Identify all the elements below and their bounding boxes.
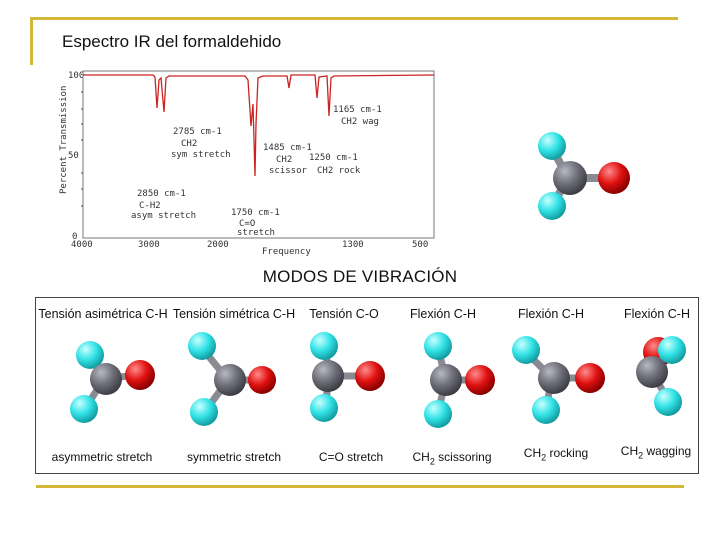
mode-caption-wagging: $CH_2$ wagging [620, 444, 692, 461]
annotation-1250 [309, 153, 361, 176]
mode-label-co-stretch: Tensión C-O [309, 307, 379, 321]
mode-label-rocking: Flexión C-H [518, 307, 584, 321]
spectrum-x-tick: 1300 [342, 240, 364, 250]
mode-caption-sym-stretch: symmetric stretch [186, 450, 281, 464]
section-title: MODOS DE VIBRACIÓN [262, 267, 458, 286]
mode-label-asym-stretch: Tensión asimétrica C-H [38, 307, 168, 321]
svg-text:1750 cm-1: 1750 cm-1 [231, 208, 280, 218]
svg-text:asym stretch: asym stretch [131, 211, 197, 221]
mode-molecule-sym-stretch [178, 330, 288, 430]
svg-text:sym stretch: sym stretch [171, 150, 231, 160]
mode-label-sym-stretch: Tensión simétrica C-H [172, 307, 296, 321]
annotation-1485 [263, 143, 312, 176]
svg-text:1165 cm-1: 1165 cm-1 [333, 105, 382, 115]
mode-molecule-co-stretch [298, 330, 408, 430]
ir-spectrum-figure [55, 66, 435, 256]
spectrum-y-tick: 50 [68, 151, 79, 161]
spectrum-x-tick: 4000 [71, 240, 93, 250]
svg-text:1250 cm-1: 1250 cm-1 [309, 153, 358, 163]
svg-text:scissor: scissor [269, 166, 307, 176]
spectrum-y-tick: 100 [68, 71, 85, 81]
mode-caption-scissoring: $CH_2$ scissoring [412, 450, 492, 467]
svg-text:CH2: CH2 [181, 139, 198, 149]
spectrum-y-axis-label: Percent Transmission [59, 85, 69, 194]
spectrum-x-tick: 2000 [207, 240, 229, 250]
mode-molecule-wagging [614, 330, 714, 430]
top-rule [30, 17, 678, 20]
formaldehyde-molecule-model [530, 128, 640, 228]
svg-text:CH2: CH2 [276, 155, 293, 165]
svg-text:CH2 wag: CH2 wag [341, 117, 379, 127]
mode-caption-asym-stretch: asymmetric stretch [51, 450, 153, 464]
annotation-2850 [131, 189, 196, 221]
spectrum-y-tick: 0 [72, 232, 78, 242]
svg-text:CH2 rock: CH2 rock [317, 166, 361, 176]
mode-molecule-asym-stretch [56, 335, 166, 430]
svg-text:C=O: C=O [239, 219, 256, 229]
svg-text:2850 cm-1: 2850 cm-1 [137, 189, 186, 199]
mode-caption-rocking: $CH_2$ rocking [523, 446, 589, 463]
mode-molecule-rocking [506, 330, 616, 430]
mode-caption-co-stretch: C=O stretch [318, 450, 384, 464]
spectrum-x-axis-label: Frequency [262, 247, 311, 256]
annotation-1750 [231, 208, 280, 238]
mode-label-scissoring: Flexión C-H [410, 307, 476, 321]
spectrum-x-tick: 500 [412, 240, 429, 250]
svg-text:C-H2: C-H2 [139, 201, 161, 211]
annotation-1165 [333, 105, 382, 127]
left-rule [30, 17, 33, 65]
spectrum-trace [83, 75, 434, 176]
svg-text:stretch: stretch [237, 228, 275, 238]
svg-text:2785 cm-1: 2785 cm-1 [173, 127, 222, 137]
mode-label-wagging: Flexión C-H [624, 307, 690, 321]
spectrum-x-tick: 3000 [138, 240, 160, 250]
svg-text:1485 cm-1: 1485 cm-1 [263, 143, 312, 153]
slide-title: Espectro IR del formaldehido [62, 32, 282, 51]
annotation-2785 [171, 127, 231, 160]
bottom-rule [36, 485, 684, 488]
